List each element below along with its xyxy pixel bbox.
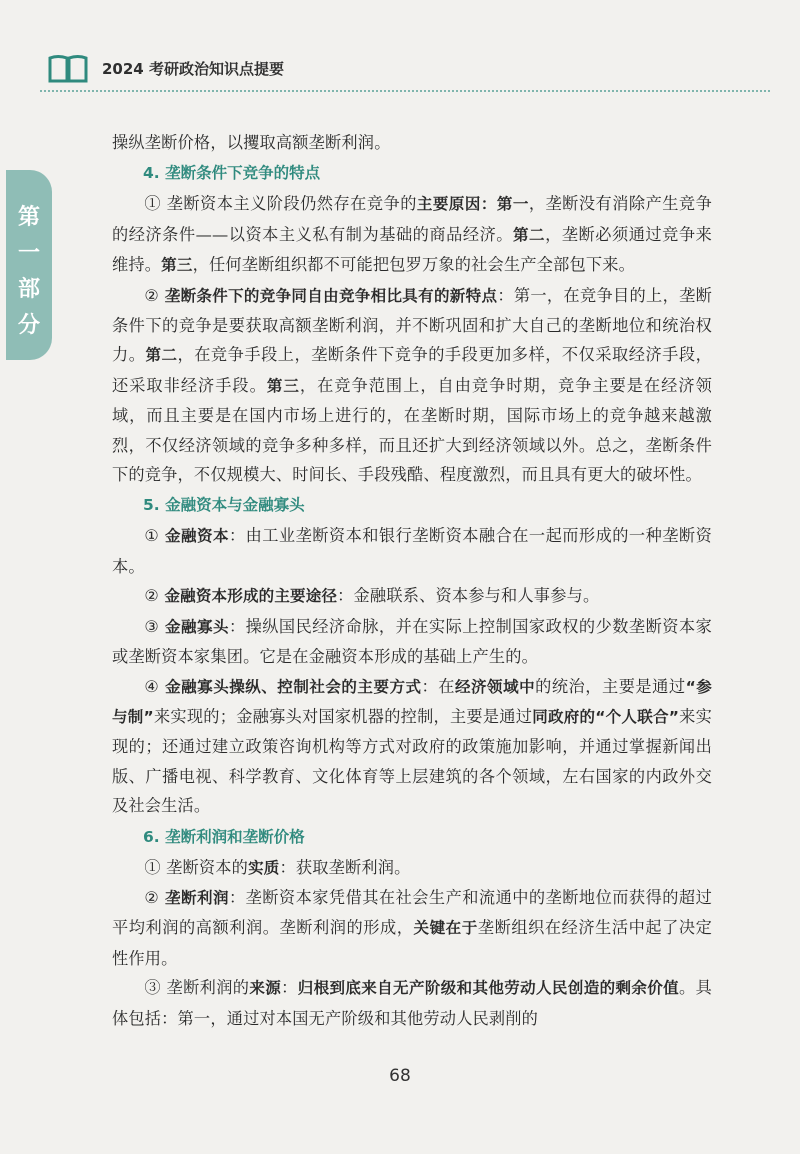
bold-term: 垄断利润	[165, 888, 229, 907]
bold-term: 金融资本	[165, 527, 229, 546]
bold-term: 第三	[266, 376, 300, 395]
paragraph-s5-3	[112, 612, 712, 672]
text-run: ②	[144, 887, 166, 907]
bold-term: 经济领域中	[454, 677, 536, 696]
section-heading-5: 5. 金融资本与金融寡头	[143, 496, 305, 515]
bold-term: ：	[480, 195, 497, 214]
paragraph-s4-2	[112, 281, 712, 490]
bold-term: 关键在于	[413, 919, 478, 938]
text-run: ：	[281, 978, 298, 998]
text-run: ：操纵国民经济命脉，并在实际上控制国家政权的少数垄断资本家或垄断资本家集团。它是在金融资本形成的基础上产生的。	[112, 616, 712, 667]
bold-term: 主要原因	[416, 195, 481, 214]
text-run: ，任何垄断组织都不可能把包罗万象的社会生产全部包下来。	[192, 255, 636, 275]
paragraph-s5-2	[112, 581, 712, 611]
open-book-icon	[48, 54, 88, 84]
text-run: ，在竞争范围上，自由竞争时期，竞争主要是在经济领域，而且主要是在国内市场上进行的，在垄断时期，国际市场上的竞争越来越激烈，不仅经济领域的竞争多种多样，而且还扩大到经济领域以外。总之，垄断条件下的竞争，不仅规模大、时间长、手段残酷、程度激烈，而且具有更大的破坏性。	[112, 375, 712, 485]
page-number: 68	[389, 1066, 411, 1086]
paragraph-s5-4	[112, 672, 712, 821]
text-run: 。具体包括：第一，通过对本国无产阶级和其他劳动人民剥削的	[112, 978, 712, 1028]
text-run: ③ 垄断利润的	[144, 978, 250, 998]
text-run: ②	[144, 586, 165, 606]
text-run: ②	[144, 285, 165, 305]
bold-term: 垄断条件下的竞争同自由竞争相比具有的新特点	[164, 286, 498, 305]
text-run: ：第一，在竞争目的上，垄断条件下的竞争是要获取高额垄断利润，并不断巩固和扩大自己的垄断地位和统治权力。	[112, 285, 713, 365]
text-run: ①	[144, 526, 166, 546]
text-run: ：由工业垄断资本和银行垄断资本融合在一起而形成的一种垄断资本。	[112, 526, 712, 576]
header-title: 2024 考研政治知识点提要	[102, 60, 284, 78]
section-heading-4: 4. 垄断条件下竞争的特点	[143, 164, 321, 183]
text-run: ：金融联系、资本参与和人事参与。	[337, 586, 600, 606]
page-body	[112, 128, 712, 1033]
part-tab	[6, 170, 52, 360]
text-run: 来实现的；还通过建立政策咨询机构等方式对政府的政策施加影响，并通过掌握新闻出版、广播电视、科学教育、文化体育等上层建筑的各个领域，左右国家的内政外交及社会生活。	[112, 706, 712, 816]
text-run: ③	[144, 616, 166, 636]
bold-term: 实质	[248, 858, 280, 877]
text-run: ④	[144, 676, 166, 696]
text-run: ：在	[421, 676, 455, 696]
text-run: ① 垄断资本主义阶段仍然存在竞争的	[144, 194, 417, 214]
text-run: ：垄断资本家凭借其在社会生产和流通中的垄断地位而获得的超过平均利润的高额利润。垄断利润的形成，	[112, 887, 712, 938]
bold-term: 第二	[513, 225, 546, 244]
text-run: 的统治，主要是通过	[535, 676, 686, 696]
bold-term: 第三	[161, 256, 193, 275]
section-heading-6: 6. 垄断利润和垄断价格	[143, 827, 305, 846]
part-tab-char: 第	[17, 205, 40, 230]
bold-term: 第二	[145, 346, 178, 365]
bold-term: 归根到底来自无产阶级和其他劳动人民创造的剩余价值	[297, 979, 680, 998]
bold-term: 金融资本形成的主要途径	[164, 587, 338, 606]
part-tab-char: 分	[17, 313, 40, 338]
text-run: ① 垄断资本的	[144, 857, 249, 877]
text-run: 垄断组织在经济生活中起了决定性作用。	[112, 918, 712, 968]
header-divider	[40, 90, 770, 92]
paragraph-s5-1	[112, 521, 712, 581]
bold-term: 同政府的“个人联合”	[532, 707, 680, 726]
continued-paragraph: 操纵垄断价格，以攫取高额垄断利润。	[112, 133, 391, 152]
text-run: ：获取垄断利润。	[279, 857, 411, 877]
part-tab-char: 一	[17, 241, 40, 266]
bold-term: “参与制”	[112, 677, 712, 726]
bold-term: 来源	[249, 979, 282, 998]
text-run: ，垄断必须通过竞争来维持。	[112, 224, 712, 275]
part-tab-char: 部	[17, 277, 40, 302]
bold-term: 金融寡头	[165, 617, 229, 636]
paragraph-s6-3	[112, 973, 712, 1033]
bold-term: 金融寡头操纵、控制社会的主要方式	[165, 677, 422, 696]
paragraph-s6-2	[112, 883, 712, 973]
bold-term: 第一	[496, 195, 529, 214]
paragraph-s6-1	[112, 853, 712, 883]
text-run: ，在竞争手段上，垄断条件下竞争的手段更加多样，不仅采取经济手段，还采取非经济手段。	[112, 345, 713, 395]
text-run: ，垄断没有消除产生竞争的经济条件——以资本主义私有制为基础的商品经济。	[112, 194, 712, 244]
paragraph-s4-1	[112, 189, 712, 280]
text-run: 来实现的；金融寡头对国家机器的控制，主要是通过	[153, 706, 533, 726]
